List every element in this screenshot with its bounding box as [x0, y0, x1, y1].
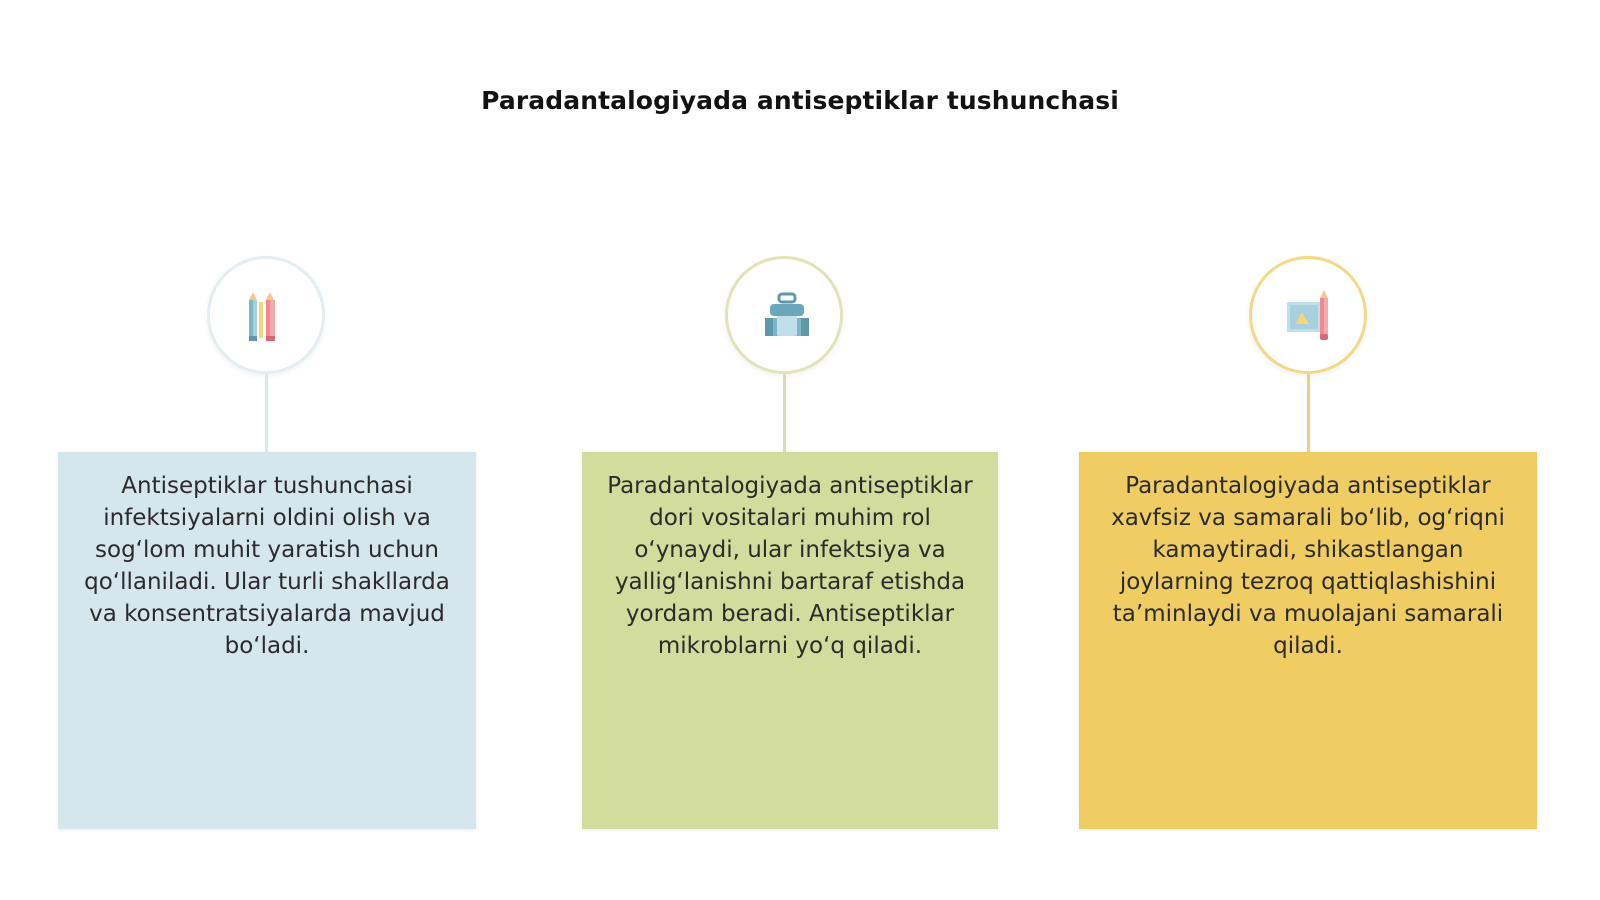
connector-line [265, 374, 268, 452]
pencils-icon [207, 256, 325, 374]
picture-and-pencil-icon-graphic [1281, 288, 1341, 348]
pencils-icon-graphic [239, 288, 299, 348]
info-card [58, 452, 476, 829]
info-card [1079, 452, 1537, 829]
card-text: Paradantalogiyada antiseptiklar xavfsiz va samarali bo‘lib, og‘riqni kamaytiradi, shikastlangan joylarning tezroq qattiqlashishini ta’minlaydi va muolajani samarali qiladi. [1111, 473, 1505, 659]
backpack-icon-graphic [757, 288, 817, 348]
info-card [582, 452, 998, 829]
page-title: Paradantalogiyada antiseptiklar tushunchasi [481, 86, 1119, 115]
backpack-icon [725, 256, 843, 374]
connector-line [1307, 374, 1310, 452]
card-text: Paradantalogiyada antiseptiklar dori vositalari muhim rol o‘ynaydi, ular infektsiya va yallig‘lanishni bartaraf etishda yordam beradi. Antiseptiklar mikroblarni yo‘q qiladi. [607, 473, 973, 659]
picture-and-pencil-icon [1249, 256, 1367, 374]
card-text: Antiseptiklar tushunchasi infektsiyalarni oldini olish va sog‘lom muhit yaratish uchun qo‘llaniladi. Ular turli shakllarda va konsentratsiyalarda mavjud bo‘ladi. [84, 473, 450, 659]
connector-line [783, 374, 786, 452]
